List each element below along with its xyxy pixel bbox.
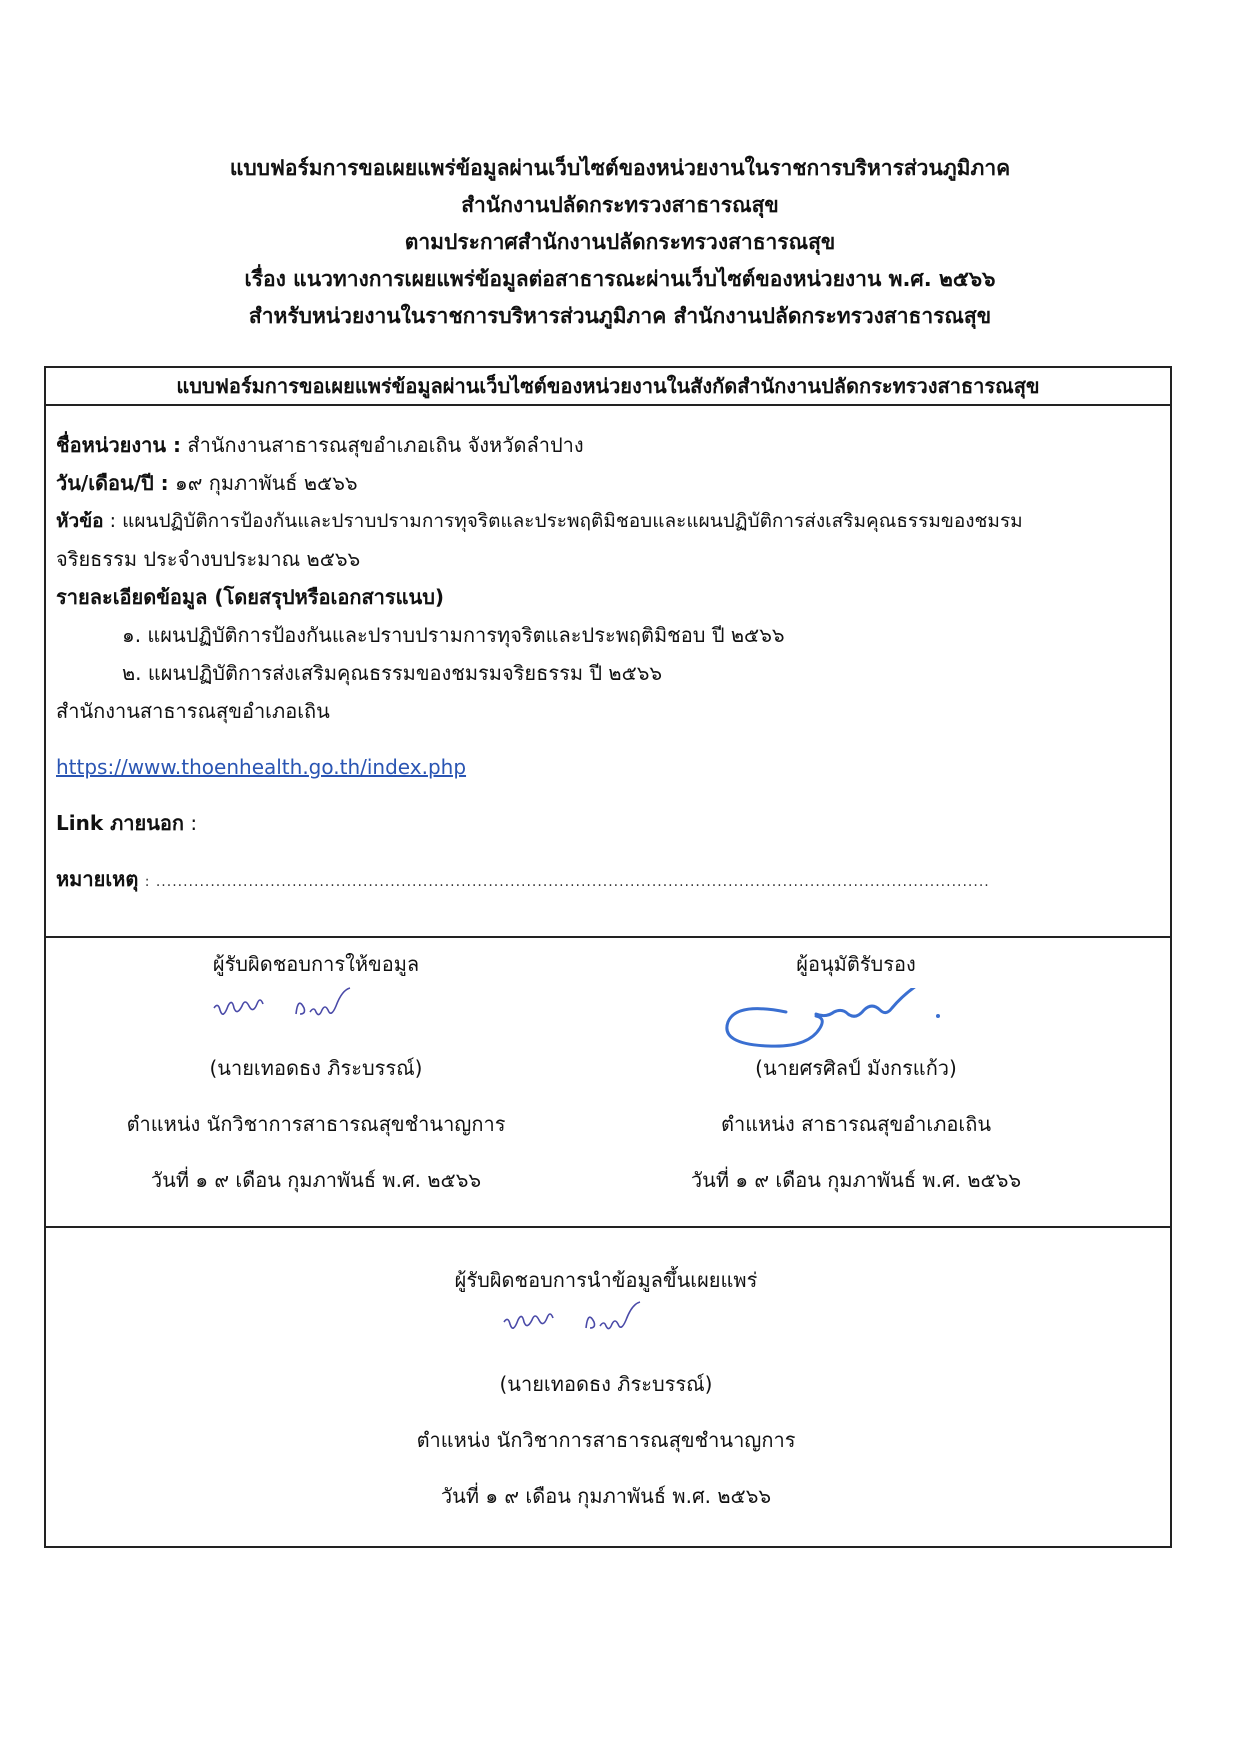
document-header	[0, 150, 1240, 335]
provider-name: (นายเทอดธง ภิระบรรณ์)	[209, 1056, 423, 1080]
approver-name: (นายศรศิลป์ มังกรแก้ว)	[755, 1056, 957, 1080]
remark-value: : .........................................................................................................................................................	[144, 874, 990, 890]
agency-row	[56, 426, 1156, 464]
section-divider-2	[46, 1226, 1170, 1228]
approver-role: ผู้อนุมัติรับรอง	[796, 952, 916, 976]
publisher-signature-block	[346, 1264, 866, 1534]
provider-signature-block	[56, 948, 576, 1218]
provider-date: วันที่ ๑ ๙ เดือน กุมภาพันธ์ พ.ศ. ๒๕๖๖	[150, 1168, 482, 1192]
subject-label: หัวข้อ	[56, 510, 104, 532]
header-line-4: เรื่อง แนวทางการเผยแพร่ข้อมูลต่อสาธารณะผ่านเว็บไซต์ของหน่วยงาน พ.ศ. ๒๕๖๖	[244, 267, 996, 291]
approver-date: วันที่ ๑ ๙ เดือน กุมภาพันธ์ พ.ศ. ๒๕๖๖	[690, 1168, 1022, 1192]
header-line-2: สำนักงานปลัดกระทรวงสาธารณสุข	[461, 193, 779, 217]
header-line-5: สำหรับหน่วยงานในราชการบริหารส่วนภูมิภาค สำนักงานปลัดกระทรวงสาธารณสุข	[248, 304, 992, 328]
form-info	[56, 426, 1156, 901]
remark-label: หมายเหตุ	[56, 867, 139, 891]
date-label: วัน/เดือน/ปี :	[56, 471, 169, 495]
publisher-name: (นายเทอดธง ภิระบรรณ์)	[499, 1372, 713, 1396]
section-divider	[46, 936, 1170, 938]
approver-signature-image	[716, 988, 956, 1058]
agency-value: สำนักงานสาธารณสุขอำเภอเถิน จังหวัดลำปาง	[187, 433, 584, 457]
provider-position: ตำแหน่ง นักวิชาการสาธารณสุขชำนาญการ	[126, 1112, 506, 1136]
publisher-date: วันที่ ๑ ๙ เดือน กุมภาพันธ์ พ.ศ. ๒๕๖๖	[440, 1484, 772, 1508]
form-title: แบบฟอร์มการขอเผยแพร่ข้อมูลผ่านเว็บไซต์ของหน่วยงานในสังกัดสำนักงานปลัดกระทรวงสาธารณสุข	[46, 368, 1170, 406]
details-item-1: ๑. แผนปฏิบัติการป้องกันและปราบปรามการทุจริตและประพฤติมิชอบ ปี ๒๕๖๖	[122, 623, 785, 647]
details-label: รายละเอียดข้อมูล (โดยสรุปหรือเอกสารแนบ)	[56, 585, 445, 609]
external-link-label: Link ภายนอก	[56, 811, 185, 835]
publisher-position: ตำแหน่ง นักวิชาการสาธารณสุขชำนาญการ	[416, 1428, 796, 1452]
approver-signature-block	[606, 948, 1106, 1218]
agency-label: ชื่อหน่วยงาน :	[56, 433, 182, 457]
approver-position: ตำแหน่ง สาธารณสุขอำเภอเถิน	[720, 1112, 992, 1136]
url-row	[56, 748, 1156, 786]
date-value: ๑๙ กุมภาพันธ์ ๒๕๖๖	[175, 471, 358, 495]
provider-role: ผู้รับผิดชอบการให้ขอมูล	[212, 952, 420, 976]
website-link[interactable]: https://www.thoenhealth.go.th/index.php	[56, 755, 467, 779]
provider-signature-image	[206, 986, 406, 1036]
publisher-signature-image	[496, 1300, 696, 1350]
publisher-role: ผู้รับผิดชอบการนำข้อมูลขึ้นเผยแพร่	[454, 1268, 758, 1292]
remark-row	[56, 860, 1156, 901]
subject-row	[56, 502, 1156, 540]
header-line-3: ตามประกาศสำนักงานปลัดกระทรวงสาธารณสุข	[404, 230, 836, 254]
external-link-row	[56, 804, 1156, 842]
date-row	[56, 464, 1156, 502]
details-item-2: ๒. แผนปฏิบัติการส่งเสริมคุณธรรมของชมรมจริยธรรม ปี ๒๕๖๖	[122, 661, 663, 685]
form-frame	[44, 366, 1172, 1548]
header-line-1: แบบฟอร์มการขอเผยแพร่ข้อมูลผ่านเว็บไซต์ของหน่วยงานในราชการบริหารส่วนภูมิภาค	[229, 156, 1011, 180]
details-office: สำนักงานสาธารณสุขอำเภอเถิน	[56, 699, 330, 723]
subject-continuation: จริยธรรม ประจำงบประมาณ ๒๕๖๖	[56, 547, 361, 571]
external-link-colon: :	[190, 811, 198, 835]
subject-value-1: : แผนปฏิบัติการป้องกันและปราบปรามการทุจริตและประพฤติมิชอบและแผนปฏิบัติการส่งเสริมคุณธรรมของชมรม	[109, 510, 1023, 532]
